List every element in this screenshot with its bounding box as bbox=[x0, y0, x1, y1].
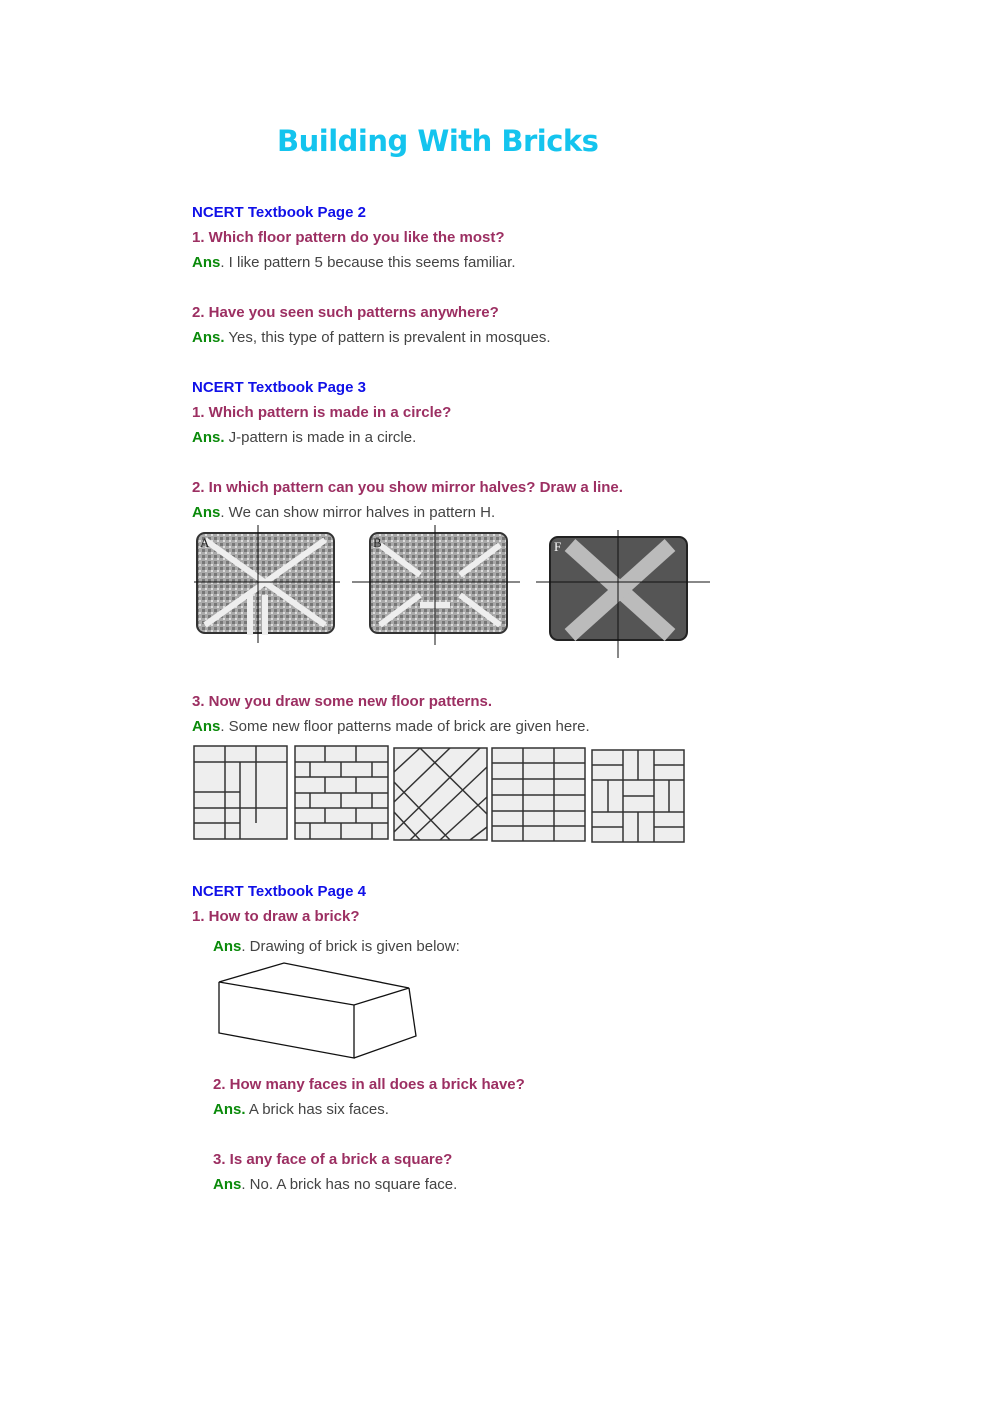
pattern-f bbox=[536, 530, 710, 658]
answer-label: Ans bbox=[192, 254, 221, 271]
mirror-patterns-image bbox=[190, 525, 720, 660]
answer-text: . Some new floor patterns made of brick are given here. bbox=[220, 718, 590, 735]
pattern-a bbox=[194, 525, 340, 643]
floor-pattern-2 bbox=[295, 746, 388, 839]
question: 2. How many faces in all does a brick have? bbox=[213, 1076, 525, 1093]
answer-label: Ans bbox=[213, 938, 242, 955]
answer bbox=[192, 718, 590, 735]
floor-pattern-4 bbox=[492, 748, 585, 841]
answer-label: Ans. bbox=[192, 329, 225, 346]
floor-pattern-1 bbox=[194, 746, 287, 839]
question: 1. Which floor pattern do you like the most? bbox=[192, 229, 505, 246]
question: 3. Now you draw some new floor patterns. bbox=[192, 693, 493, 710]
answer-text: A brick has six faces. bbox=[245, 1101, 389, 1118]
answer-text: . I like pattern 5 because this seems familiar. bbox=[220, 254, 516, 271]
answer-text: . No. A brick has no square face. bbox=[241, 1176, 458, 1193]
pattern-label: A bbox=[200, 535, 210, 550]
answer-label: Ans bbox=[192, 504, 221, 521]
answer-label: Ans. bbox=[192, 429, 225, 446]
pattern-label: B bbox=[373, 535, 382, 550]
floor-pattern-3 bbox=[394, 748, 487, 840]
question: 2. In which pattern can you show mirror halves? Draw a line. bbox=[192, 479, 623, 496]
answer-text: . We can show mirror halves in pattern H. bbox=[220, 504, 496, 521]
answer bbox=[192, 329, 551, 346]
pattern-b bbox=[352, 525, 520, 645]
answer bbox=[192, 429, 416, 446]
section-heading: NCERT Textbook Page 4 bbox=[192, 883, 366, 900]
answer bbox=[192, 504, 495, 521]
brick-drawing bbox=[214, 958, 424, 1068]
answer bbox=[213, 1101, 389, 1118]
answer-text: Yes, this type of pattern is prevalent in mosques. bbox=[224, 329, 551, 346]
new-floor-patterns-image bbox=[190, 742, 690, 844]
answer bbox=[192, 254, 515, 271]
question: 1. Which pattern is made in a circle? bbox=[192, 404, 452, 421]
section-heading: NCERT Textbook Page 2 bbox=[192, 204, 366, 221]
floor-pattern-5 bbox=[592, 750, 684, 842]
answer-label: Ans. bbox=[213, 1101, 246, 1118]
question: 3. Is any face of a brick a square? bbox=[213, 1151, 453, 1168]
answer-label: Ans bbox=[192, 718, 221, 735]
question: 2. Have you seen such patterns anywhere? bbox=[192, 304, 499, 321]
pattern-label: F bbox=[554, 539, 562, 554]
answer bbox=[213, 938, 460, 955]
question: 1. How to draw a brick? bbox=[192, 908, 360, 925]
answer-text: . Drawing of brick is given below: bbox=[241, 938, 460, 955]
section-heading: NCERT Textbook Page 3 bbox=[192, 379, 366, 396]
page-title: Building With Bricks bbox=[277, 124, 599, 158]
answer-label: Ans bbox=[213, 1176, 242, 1193]
answer bbox=[213, 1176, 457, 1193]
answer-text: J-pattern is made in a circle. bbox=[224, 429, 417, 446]
